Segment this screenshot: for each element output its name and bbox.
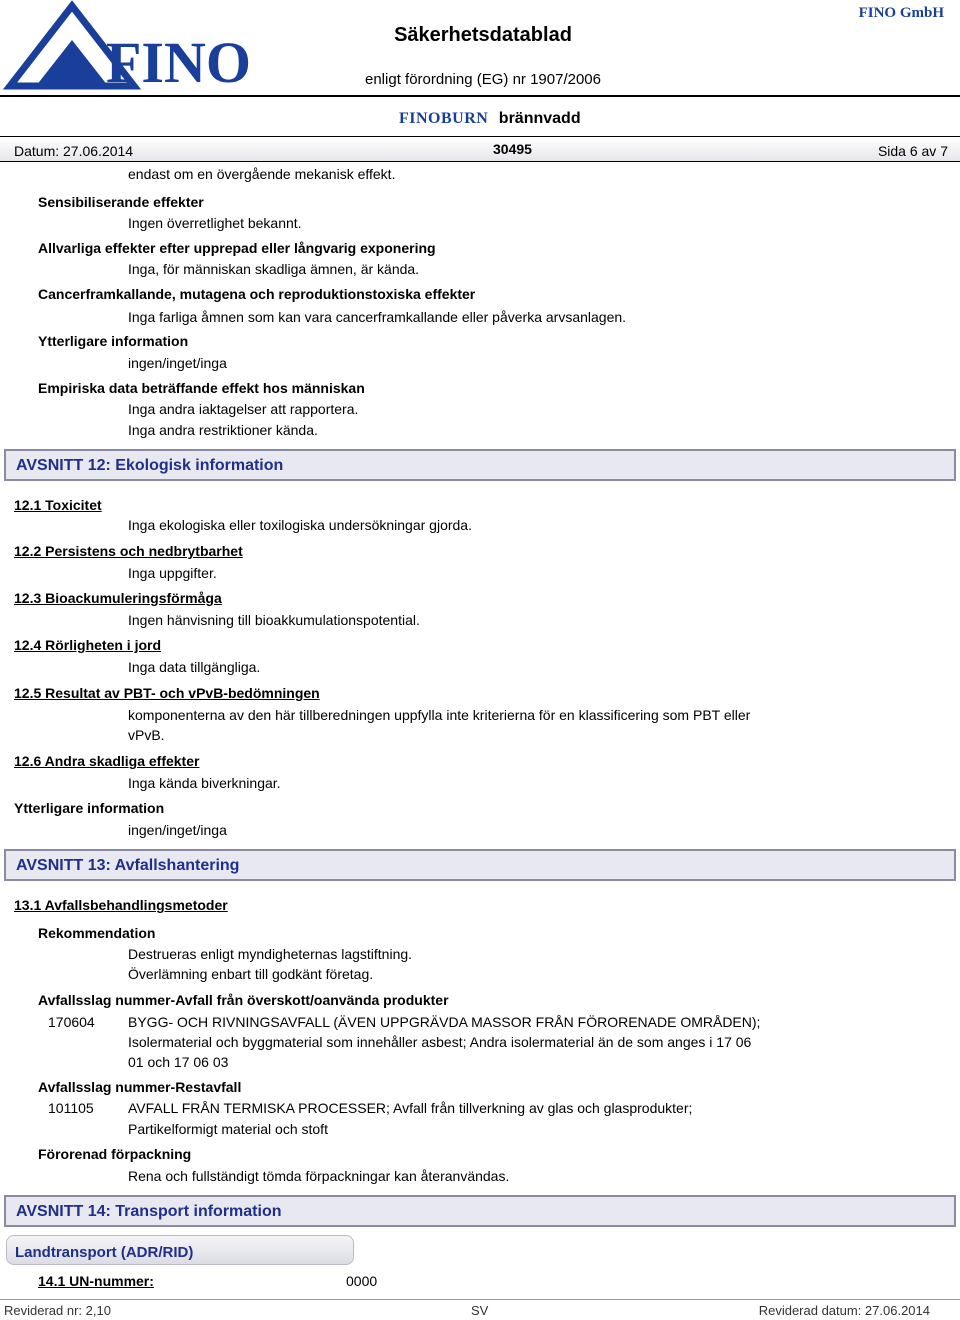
repeated-exposure-text: Inga, för människan skadliga ämnen, är kända. (128, 261, 420, 277)
waste-code-text-1b: Isolermaterial och byggmaterial som innehåller asbest; Andra isolermaterial än de som anges i 17 06 (128, 1034, 752, 1050)
section-13-title: AVSNITT 13: Avfallshantering (16, 857, 240, 874)
waste-code-2: 101105 (48, 1100, 94, 1116)
pbt-heading: 12.5 Resultat av PBT- och vPvB-bedömningen (14, 685, 320, 701)
waste-code-label-1: Avfallsslag nummer-Avfall från överskott/oanvända produkter (38, 992, 449, 1008)
fino-logo (6, 4, 251, 95)
empirical-data-label: Empiriska data beträffande effekt hos människan (38, 380, 365, 396)
revision-date: Reviderad datum: 27.06.2014 (758, 1303, 930, 1318)
persistence-heading: 12.2 Persistens och nedbrytbarhet (14, 543, 243, 559)
section-12-header (4, 449, 956, 481)
additional-info-label-12: Ytterligare information (14, 800, 165, 816)
waste-methods-heading: 13.1 Avfallsbehandlingsmetoder (14, 897, 228, 913)
waste-code-text-1c: 01 och 17 06 03 (128, 1054, 229, 1070)
company-name: FINO GmbH (858, 5, 944, 21)
empirical-data-text-1: Inga andra iaktagelser att rapportera. (128, 401, 359, 417)
mobility-text: Inga data tillgängliga. (128, 659, 261, 675)
logo-text: FINO (106, 30, 251, 95)
additional-info-text: ingen/inget/inga (128, 355, 227, 371)
revision-number: Reviderad nr: 2,10 (4, 1303, 111, 1318)
land-transport-tab (6, 1235, 354, 1265)
waste-code-label-2: Avfallsslag nummer-Restavfall (38, 1079, 242, 1095)
waste-code-text-1a: BYGG- OCH RIVNINGSAVFALL (ÄVEN UPPGRÄVDA MASSOR FRÅN FÖRORENADE OMRÅDEN); (128, 1014, 761, 1030)
product-brand: FINOBURN (399, 110, 489, 127)
contaminated-packaging-text: Rena och fullständigt tömda förpackningar kan återanvändas. (128, 1168, 510, 1184)
footer-divider (0, 1299, 960, 1300)
bioaccumulation-text: Ingen hänvisning till bioakkumulationspotential. (128, 612, 420, 628)
pbt-text-2: vPvB. (128, 727, 165, 743)
recommendation-text-1: Destrueras enligt myndigheternas lagstiftning. (128, 946, 413, 962)
waste-code-text-2b: Partikelformigt material och stoft (128, 1121, 328, 1137)
product-number: 30495 (493, 141, 532, 157)
empirical-data-text-2: Inga andra restriktioner kända. (128, 422, 318, 438)
additional-info-text-12: ingen/inget/inga (128, 822, 227, 838)
section-12-title: AVSNITT 12: Ekologisk information (16, 457, 284, 474)
document-date: Datum: 27.06.2014 (14, 143, 134, 159)
sensitizing-text: Ingen överretlighet bekannt. (128, 215, 302, 231)
contaminated-packaging-label: Förorenad förpackning (38, 1146, 192, 1162)
language-code: SV (471, 1303, 489, 1318)
persistence-text: Inga uppgifter. (128, 565, 217, 581)
product-name: brännvadd (498, 110, 581, 127)
recommendation-text-2: Överlämning enbart till godkänt företag. (128, 966, 374, 982)
cmr-label: Cancerframkallande, mutagena och reproduktionstoxiska effekter (38, 286, 476, 302)
cmr-text: Inga farliga åmnen som kan vara cancerframkallande eller påverka arvsanlagen. (128, 309, 627, 325)
additional-info-label: Ytterligare information (38, 333, 189, 349)
product-heading (399, 110, 581, 128)
document-title: Säkerhetsdatablad (394, 24, 572, 46)
waste-code-text-2a: AVFALL FRÅN TERMISKA PROCESSER; Avfall från tillverkning av glas och glasprodukter; (128, 1100, 693, 1116)
section-14-title: AVSNITT 14: Transport information (16, 1203, 282, 1220)
mobility-heading: 12.4 Rörligheten i jord (14, 637, 162, 653)
land-transport-label: Landtransport (ADR/RID) (15, 1244, 194, 1261)
pbt-text-1: komponenterna av den här tillberedningen uppfylla inte kriterierna för en klassificering som PBT eller (128, 707, 751, 723)
section-14-header (4, 1195, 956, 1227)
continuation-text: endast om en övergående mekanisk effekt. (128, 166, 396, 182)
other-effects-heading: 12.6 Andra skadliga effekter (14, 753, 200, 769)
sensitizing-label: Sensibiliserande effekter (38, 194, 204, 210)
un-number-value: 0000 (346, 1273, 378, 1289)
document-subtitle: enligt förordning (EG) nr 1907/2006 (365, 71, 601, 88)
toxicity-text: Inga ekologiska eller toxilogiska undersökningar gjorda. (128, 517, 472, 533)
other-effects-text: Inga kända biverkningar. (128, 775, 281, 791)
waste-code-1: 170604 (48, 1014, 95, 1030)
header-info-bar (0, 136, 960, 162)
un-number-label: 14.1 UN-nummer: (38, 1273, 154, 1289)
bioaccumulation-heading: 12.3 Bioackumuleringsförmåga (14, 590, 222, 606)
recommendation-label: Rekommendation (38, 925, 156, 941)
repeated-exposure-label: Allvarliga effekter efter upprepad eller långvarig exponering (38, 240, 436, 256)
page-number: Sida 6 av 7 (877, 143, 948, 159)
section-13-header (4, 849, 956, 881)
toxicity-heading: 12.1 Toxicitet (14, 497, 102, 513)
header-divider (0, 95, 960, 97)
